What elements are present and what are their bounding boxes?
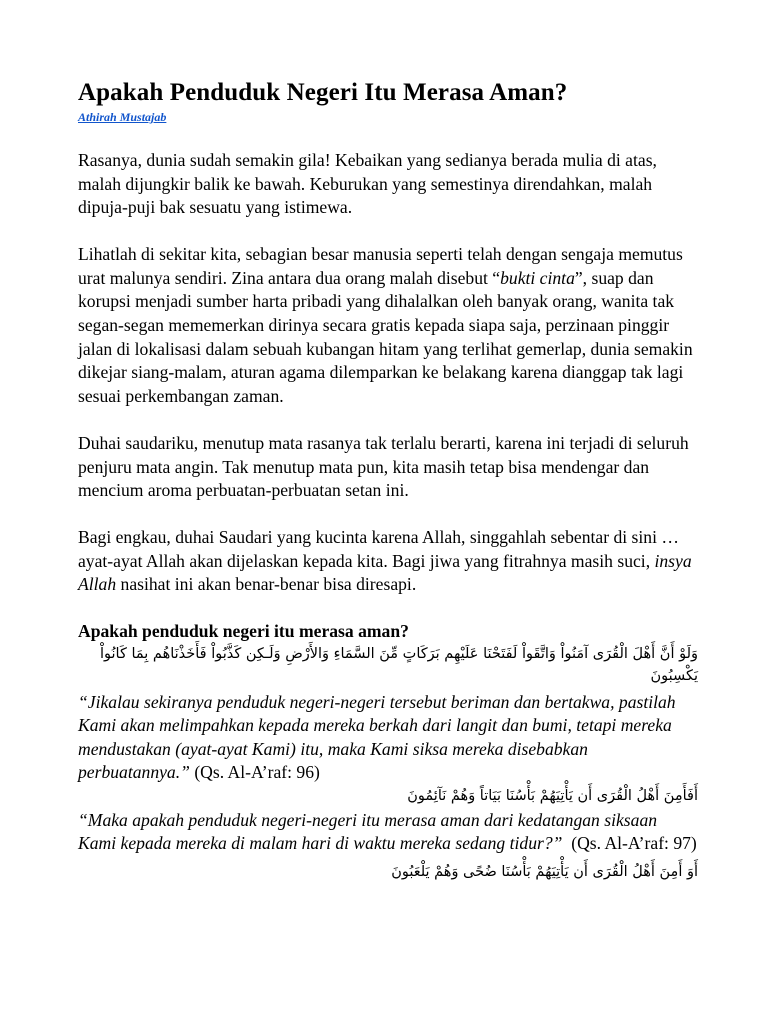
paragraph-2-italic-phrase: bukti cinta bbox=[500, 267, 575, 288]
section-heading: Apakah penduduk negeri itu merasa aman? bbox=[78, 621, 409, 641]
paragraph-4-italic-phrase: insya Allah bbox=[78, 550, 692, 595]
author-link[interactable]: Athirah Mustajab bbox=[78, 110, 167, 124]
arabic-verse-97: أَفَأَمِنَ أَهْلُ الْقُرَى أَن يَأْتِيَهُمْ بَأْسُنَا بَيَاتاً وَهُمْ نَآئِمُونَ bbox=[407, 787, 698, 804]
paragraph-1: Rasanya, dunia sudah semakin gila! Kebaikan yang sedianya berada mulia di atas, malah dijungkir balik ke bawah. Keburukan yang semestinya direndahkan, malah dipuja-puji bak sesuatu yang istimewa. bbox=[78, 150, 657, 218]
paragraph-2-text-start: Lihatlah di sekitar kita, sebagian besar manusia seperti telah dengan sengaja memutus urat malunya sendiri. Zina antara dua orang malah disebut “ bbox=[78, 244, 683, 288]
translation-96-quote: “Jikalau sekiranya penduduk negeri-negeri tersebut beriman dan bertakwa, pastilah Kami akan melimpahkan kepada mereka berkah dari langit dan bumi, tetapi mereka mendustakan (ayat-ayat Kami) itu, maka Kami siksa mereka disebabkan perbuatannya.” bbox=[78, 692, 676, 783]
article-title: Apakah Penduduk Negeri Itu Merasa Aman? bbox=[78, 79, 568, 106]
translation-97-reference: (Qs. Al-A’raf: 97) bbox=[562, 833, 697, 854]
translation-verse-97 bbox=[78, 809, 698, 856]
paragraph-4 bbox=[78, 526, 698, 597]
paragraph-4-text-end: nasihat ini akan benar-benar bisa diresapi. bbox=[116, 574, 417, 595]
translation-97-quote: “Maka apakah penduduk negeri-negeri itu merasa aman dari kedatangan siksaan Kami kepada mereka di malam hari di waktu mereka sedang tidur?” bbox=[78, 809, 658, 854]
arabic-verse-98: أَوَ أَمِنَ أَهْلُ الْقُرَى أَن يَأْتِيَهُمْ بَأْسُنَا ضُحًى وَهُمْ يَلْعَبُونَ bbox=[391, 864, 698, 881]
paragraph-3: Duhai saudariku, menutup mata rasanya tak terlalu berarti, karena ini terjadi di seluruh penjuru mata angin. Tak menutup mata pun, kita masih tetap bisa mendengar dan mencium aroma perbuatan-perbuatan setan ini. bbox=[78, 432, 689, 501]
translation-96-reference: (Qs. Al-A’raf: 96) bbox=[189, 762, 320, 783]
arabic-verse-96: وَلَوْ أَنَّ أَهْلَ الْقُرَى آمَنُواْ وَاتَّقَواْ لَفَتَحْنَا عَلَيْهِم بَرَكَاتٍ مِّنَ السَّمَاءِ وَالأَرْضِ وَلَـكِن كَذَّبُواْ فَأَخَذْنَاهُم بِمَا كَانُواْ يَكْسِبُونَ bbox=[100, 646, 698, 684]
paragraph-2-text-end: ”, suap dan korupsi menjadi sumber harta pribadi yang dihalalkan oleh banyak orang, wanita tak segan-segan mememerkan dirinya secara gratis kepada siapa saja, perzinaan pinggir jalan di lokalisasi dalam sebuah kubangan hitam yang terlihat gemerlap, dunia semakin dikejar siang-malam, aturan agama dilemparkan ke belakang karena dianggap tak lagi sesuai perkembangan zaman. bbox=[78, 267, 693, 406]
paragraph-4-text-start: Bagi engkau, duhai Saudari yang kucinta karena Allah, singgahlah sebentar di sini … ayat-ayat Allah akan dijelaskan kepada kita. Bagi jiwa yang fitrahnya masih suci, bbox=[78, 527, 679, 571]
paragraph-2 bbox=[78, 243, 698, 408]
article-body bbox=[78, 78, 698, 883]
translation-verse-96 bbox=[78, 691, 698, 785]
